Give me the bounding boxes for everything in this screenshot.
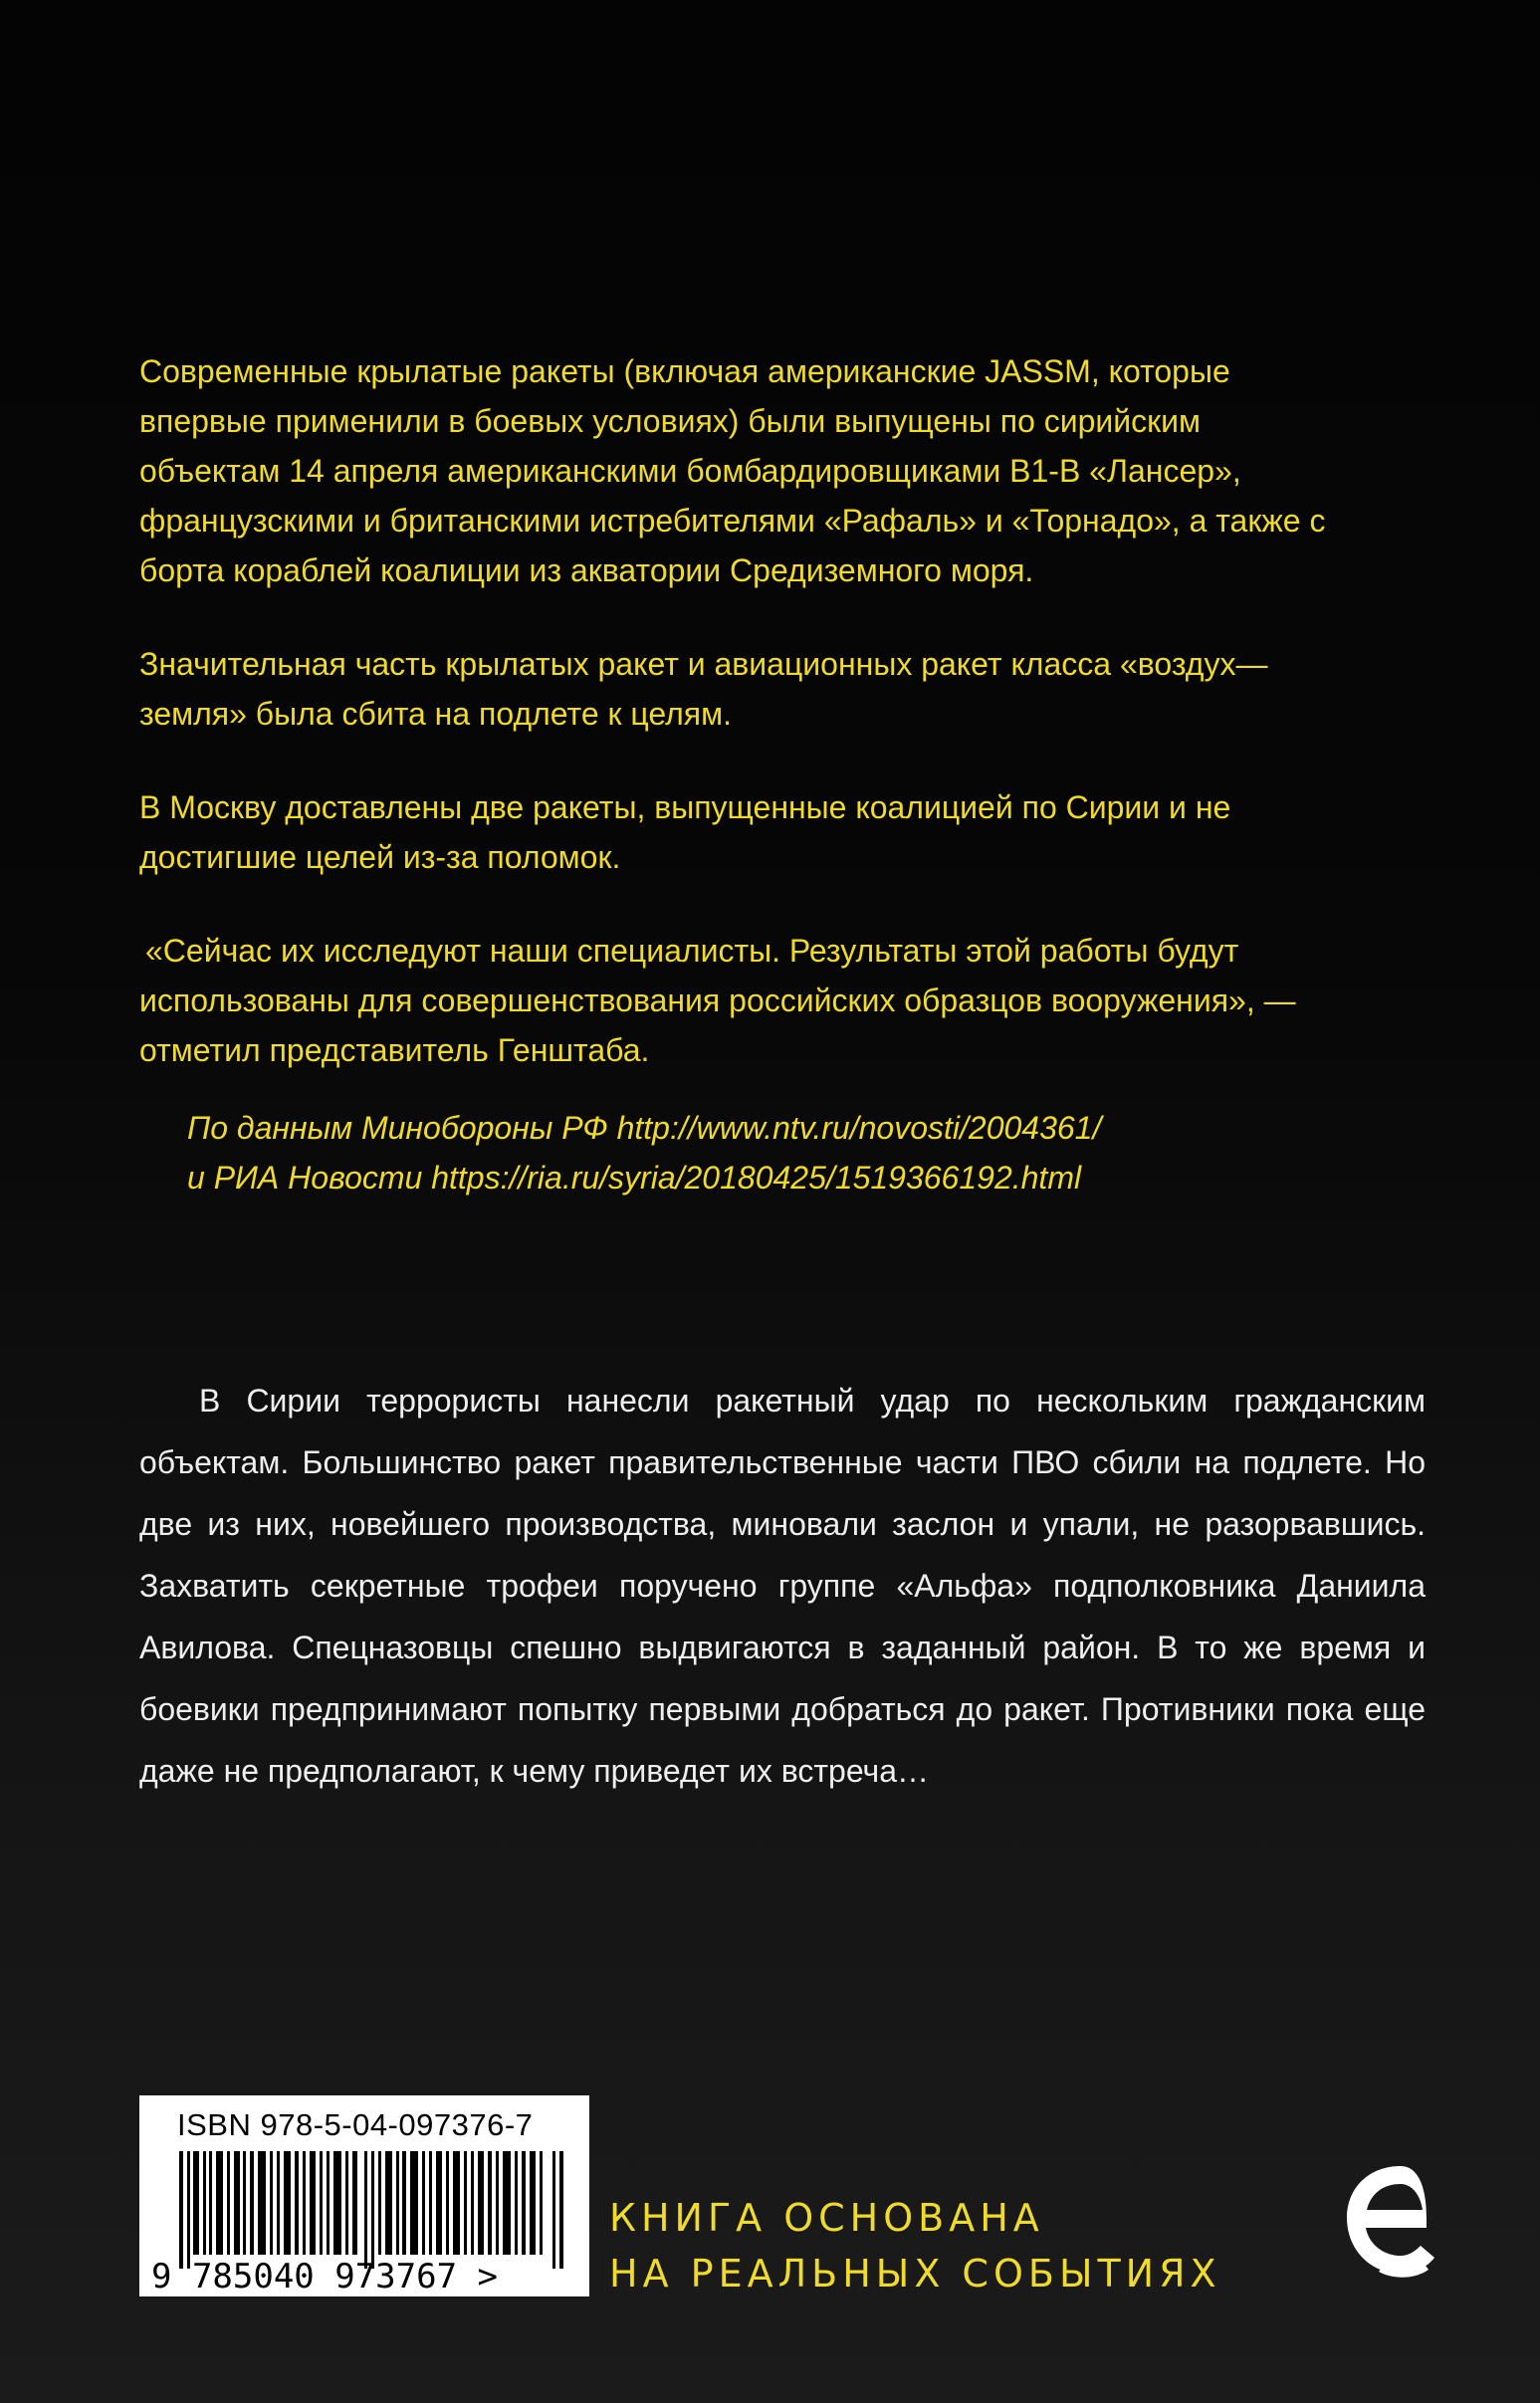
eksmo-logo-icon [1339,2162,1438,2280]
slogan [609,2190,1221,2301]
paragraph-moscow: В Москву доставлены две ракеты, выпущенные коалицией по Сирии и не достигшие целей из-за поломок. [139,789,1231,875]
isbn-label: ISBN 978-5-04-097376-7 [177,2107,534,2142]
barcode-digits: 9 785040 973767 > [151,2257,498,2296]
slogan-line-1: КНИГА ОСНОВАНА [609,2196,1044,2240]
slogan-line-2: НА РЕАЛЬНЫХ СОБЫТИЯХ [609,2252,1221,2295]
annotation-text: В Сирии террористы нанесли ракетный удар по нескольким гражданским объектам. Большинство ракет правительственные части ПВО сбили на подлете. Но две из них, новейшего производства, миновали заслон и упали, не разорвавшись. Захватить секретные трофеи поручено группе «Альфа» подполковника Даниила Авилова. Спецназовцы спешно выдвигаются в заданный район. В то же время и боевики предпринимают попытку первыми добраться до ракет. Противники пока еще даже не предполагают, к чему приведет их встреча… [139,1383,1426,1789]
paragraph-missiles: Современные крылатые ракеты (включая американские JASSM, которые впервые применили в боевых условиях) были выпущены по сирийским объектам 14 апреля американскими бомбардировщиками B1-B «Лансер», французскими и британскими истребителями «Рафаль» и «Торнадо», а также с борта кораблей коалиции из акватории Средиземного моря. [139,353,1326,588]
source-line-2: и РИА Новости https://ria.ru/syria/20180425/1519366192.html [187,1160,1082,1196]
barcode-icon [179,2151,569,2269]
source-citation [187,1103,1349,1202]
bottom-mark [712,2389,771,2403]
paragraph-quote: «Сейчас их исследуют наши специалисты. Результаты этой работы будут использованы для совершенствования российских образцов вооружения», — отметил представитель Генштаба. [139,933,1296,1068]
paragraph-intercepted: Значительная часть крылатых ракет и авиационных ракет класса «воздух—земля» была сбита на подлете к целям. [139,646,1268,732]
barcode-box [139,2095,589,2296]
upper-text-block [139,346,1349,1202]
source-line-1: По данным Минобороны РФ http://www.ntv.ru/novosti/2004361/ [187,1110,1102,1146]
